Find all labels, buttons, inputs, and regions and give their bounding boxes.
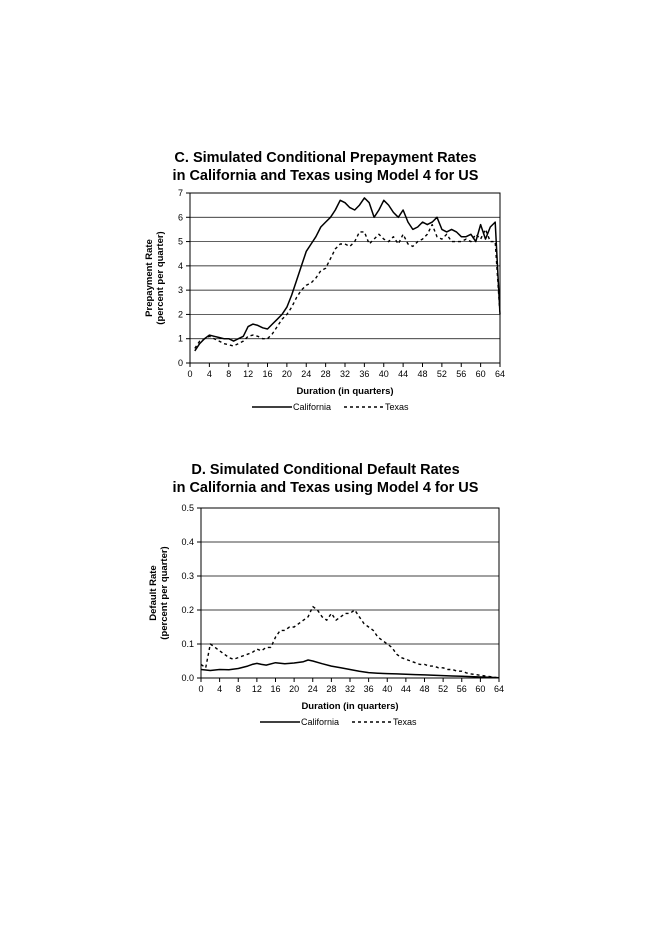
- x-tick-label: 48: [417, 369, 428, 379]
- x-tick-label: 40: [382, 684, 393, 694]
- series-line-california: [201, 660, 499, 678]
- x-tick-label: 28: [320, 369, 331, 379]
- x-tick-label: 24: [301, 369, 312, 379]
- y-axis-title: Default Rate: [148, 565, 159, 621]
- y-tick-label: 5: [177, 236, 183, 247]
- x-tick-label: 56: [456, 369, 467, 379]
- legend-label-california: California: [301, 717, 340, 727]
- y-tick-label: 0.1: [181, 639, 194, 649]
- chart-title-line2: in California and Texas using Model 4 for US: [172, 168, 479, 184]
- x-tick-label: 4: [206, 369, 212, 379]
- y-axis-subtitle: (percent per quarter): [159, 546, 170, 640]
- x-tick-label: 64: [493, 684, 505, 694]
- y-tick-label: 0: [177, 358, 183, 368]
- x-tick-label: 0: [198, 684, 204, 694]
- x-tick-label: 32: [344, 684, 356, 694]
- prepayment-chart-svg: [0, 186, 651, 426]
- y-tick-label: 1: [177, 333, 183, 344]
- x-tick-label: 56: [456, 684, 467, 694]
- legend-label-california: California: [293, 402, 332, 412]
- x-tick-label: 8: [235, 684, 241, 694]
- y-tick-label: 2: [177, 309, 183, 320]
- x-tick-label: 52: [436, 369, 447, 379]
- chart-title-line1: C. Simulated Conditional Prepayment Rates: [174, 150, 477, 166]
- x-tick-label: 36: [363, 684, 374, 694]
- y-axis-subtitle: (percent per quarter): [155, 231, 166, 325]
- x-tick-label: 36: [359, 369, 370, 379]
- x-tick-label: 64: [494, 369, 506, 379]
- y-tick-label: 0.0: [181, 673, 194, 683]
- series-line-texas: [195, 225, 500, 349]
- y-tick-label: 0.4: [181, 537, 194, 547]
- y-tick-label: 0.3: [181, 571, 194, 581]
- x-tick-label: 32: [339, 369, 351, 379]
- x-tick-label: 28: [326, 684, 337, 694]
- x-tick-label: 0: [187, 369, 193, 379]
- y-tick-label: 4: [177, 260, 183, 271]
- x-tick-label: 20: [281, 369, 292, 379]
- legend-label-texas: Texas: [393, 717, 417, 727]
- plot-area: [201, 508, 499, 678]
- x-axis-title: Duration (in quarters): [296, 386, 394, 397]
- y-tick-label: 0.5: [181, 503, 194, 513]
- x-tick-label: 16: [262, 369, 273, 379]
- default-chart-svg: [0, 498, 651, 748]
- x-tick-label: 4: [217, 684, 223, 694]
- x-tick-label: 60: [475, 369, 486, 379]
- y-tick-label: 6: [177, 212, 183, 223]
- y-axis-title: Prepayment Rate: [144, 239, 155, 317]
- x-tick-label: 48: [419, 684, 430, 694]
- x-tick-label: 24: [307, 684, 318, 694]
- x-tick-label: 20: [289, 684, 300, 694]
- x-tick-label: 60: [475, 684, 486, 694]
- series-line-california: [195, 198, 500, 351]
- y-tick-label: 7: [177, 188, 183, 198]
- x-tick-label: 52: [438, 684, 449, 694]
- plot-area: [190, 193, 500, 363]
- y-tick-label: 3: [177, 285, 183, 296]
- chart-title-line2: in California and Texas using Model 4 for US: [172, 480, 479, 496]
- legend-label-texas: Texas: [385, 402, 409, 412]
- y-tick-label: 0.2: [181, 605, 194, 615]
- x-tick-label: 12: [243, 369, 254, 379]
- x-tick-label: 16: [270, 684, 281, 694]
- chart-title-line1: D. Simulated Conditional Default Rates: [191, 462, 460, 478]
- x-tick-label: 44: [398, 369, 409, 379]
- x-axis-title: Duration (in quarters): [301, 701, 399, 712]
- x-tick-label: 40: [378, 369, 389, 379]
- x-tick-label: 12: [251, 684, 262, 694]
- x-tick-label: 8: [226, 369, 232, 379]
- x-tick-label: 44: [400, 684, 411, 694]
